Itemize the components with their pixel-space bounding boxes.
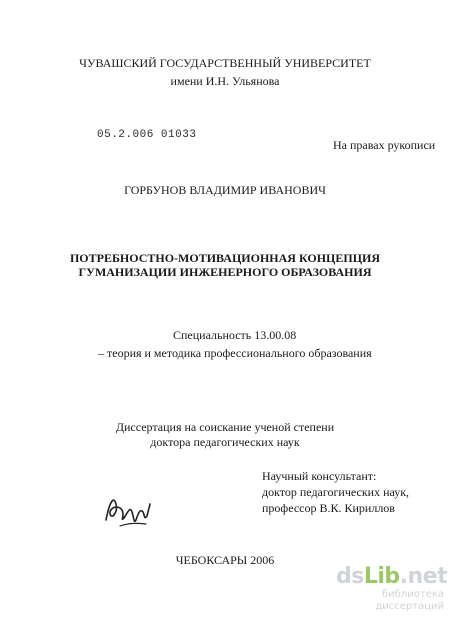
registration-stamp: 05.2.006 01033 [97,129,197,141]
city-year: ЧЕБОКСАРЫ 2006 [175,553,275,567]
consultant-label: Научный консультант: [262,469,377,483]
university-name: ЧУВАШСКИЙ ГОСУДАРСТВЕННЫЙ УНИВЕРСИТЕТ [79,56,371,70]
specialty-code: Специальность 13.00.08 [173,328,297,342]
thesis-title-line-2: ГУМАНИЗАЦИИ ИНЖЕНЕРНОГО ОБРАЗОВАНИЯ [78,265,372,279]
dissertation-purpose-line-2: доктора педагогических наук [150,435,300,449]
rights-note: На правах рукописи [333,138,436,152]
consultant-degree: доктор педагогических наук, [262,485,410,499]
dissertation-purpose-line-1: Диссертация на соискание ученой степени [115,420,335,434]
signature-icon [100,490,160,530]
author-name: ГОРБУНОВ ВЛАДИМИР ИВАНОВИЧ [124,183,326,197]
university-named-after: имени И.Н. Ульянова [170,74,280,88]
thesis-title-line-1: ПОТРЕБНОСТНО-МОТИВАЦИОННАЯ КОНЦЕПЦИЯ [69,251,381,265]
consultant-name: профессор В.К. Кириллов [262,501,395,515]
specialty-name: – теория и методика профессионального образования [98,346,372,360]
watermark-brand: dsLib.net [336,564,448,589]
site-watermark [336,564,448,613]
watermark-subtitle: библиотека диссертаций [375,589,444,612]
